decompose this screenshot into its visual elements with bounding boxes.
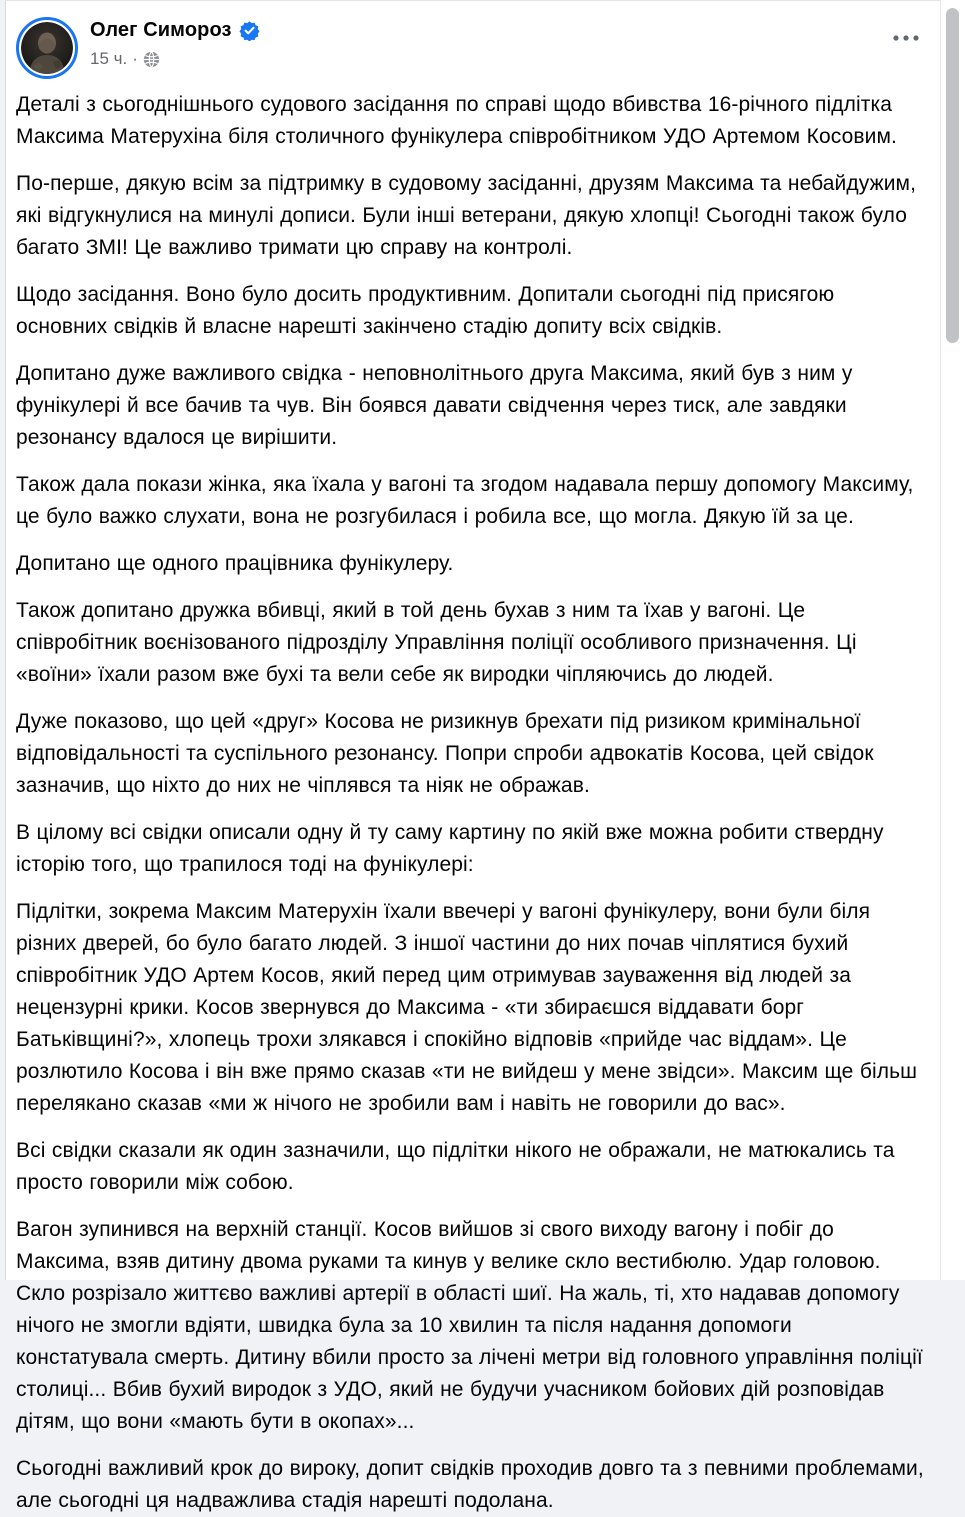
post-paragraph: Всі свідки сказали як один зазначили, що підлітки нікого не ображали, не матюкались та просто говорили між собою. xyxy=(16,1139,895,1194)
globe-public-icon xyxy=(143,51,160,68)
scrollbar-thumb[interactable] xyxy=(946,8,959,343)
post-paragraph: Вагон зупинився на верхній станції. Косов вийшов зі свого виходу вагону і побіг до Максима, взяв дитину двома руками та кинув у велике скло вестибюлю. Удар головою. Скло розрізало життєво важливі артерії в області шиї. На жаль, ті, хто надавав допомогу нічого не змогли вдіяти, швидка була за 10 хвилин та після надання допомоги констатувала смерть. Дитину вбили просто за лічені метри від головного управління поліції столиці... Вбив бухий виродок з УДО, який не будучи учасником бойових дій розповідав дітям, що вони «мають бути в окопах»... xyxy=(16,1218,923,1433)
avatar-photo xyxy=(21,22,73,74)
post-paragraph: Щодо засідання. Воно було досить продуктивним. Допитали сьогодні під присягою основних свідків й власне нарешті закінчено стадію допиту всіх свідків. xyxy=(16,283,835,338)
post-header xyxy=(6,1,940,85)
post-paragraph: В цілому всі свідки описали одну й ту саму картину по якій вже можна робити ствердну історію того, що трапилося тоді на фунікулері: xyxy=(16,821,884,876)
post-paragraph: Також дала покази жінка, яка їхала у вагоні та згодом надавала першу допомогу Максиму, це було важко слухати, вона не розгубилася і робила все, що могла. Дякую їй за це. xyxy=(16,473,914,528)
author-name[interactable]: Олег Симороз xyxy=(90,19,232,41)
post-paragraph: Дуже показово, що цей «друг» Косова не ризикнув брехати під ризиком кримінальної відповідальності та суспільного резонансу. Попри спроби адвокатів Косова, цей свідок зазначив, що ніхто до них не чіплявся та ніяк не ображав. xyxy=(16,710,874,797)
timestamp[interactable]: 15 ч. xyxy=(90,49,128,68)
post-paragraph: По-перше, дякую всім за підтримку в судовому засіданні, друзям Максима та небайдужим, які відгукнулися на минулі дописи. Були інші ветерани, дякую хлопці! Сьогодні також було багато ЗМІ! Це важливо тримати цю справу на контролі. xyxy=(16,172,917,259)
verified-badge-icon xyxy=(239,20,260,41)
post-paragraph: Допитано ще одного працівника фунікулеру. xyxy=(16,552,454,575)
more-options-button[interactable] xyxy=(888,29,924,47)
post-card xyxy=(5,0,940,1512)
post-paragraph: Підлітки, зокрема Максим Матерухін їхали ввечері у вагоні фунікулеру, вони були біля різних дверей, бо було багато людей. З іншої частини до них почав чіплятися бухий співробітник УДО Артем Косов, який перед цим отримував зауваження від людей за нецензурні крики. Косов звернувся до Максима - «ти збираєшся віддавати борг Батьківщині?», хлопець трохи злякався і спокійно відповів «прийде час віддам». Це розлютило Косова і він вже прямо сказав «ти не вийдеш у мене звідси». Максим ще більш перелякано сказав «ми ж нічого не зробили вам і навіть не говорили до вас». xyxy=(16,900,918,1115)
meta-row xyxy=(90,49,928,69)
author-row xyxy=(90,19,928,42)
avatar[interactable] xyxy=(16,17,78,79)
post-paragraph: Допитано дуже важливого свідка - неповнолітнього друга Максима, який був з ним у фунікулері й все бачив та чув. Він боявся давати свідчення через тиск, але завдяки резонансу вдалося це вирішити. xyxy=(16,362,853,449)
post-paragraph: Деталі з сьогоднішнього судового засідання по справі щодо вбивства 16-річного підлітка Максима Матерухіна біля столичного фунікулера співробітником УДО Артемом Косовим. xyxy=(16,93,897,148)
ellipsis-horizontal-icon xyxy=(892,33,920,43)
post-paragraph: Сьогодні важливий крок до вироку, допит свідків проходив довго та з певними проблемами, але сьогодні ця надважлива стадія нарешті подолана. xyxy=(16,1457,924,1512)
scrollbar[interactable] xyxy=(940,0,965,1280)
post-paragraph: Також допитано дружка вбивці, який в той день бухав з ним та їхав у вагоні. Це співробітник воєнізованого підрозділу Управління поліції особливого призначення. Ці «воїни» їхали разом вже бухі та вели себе як виродки чіпляючись до людей. xyxy=(16,599,857,686)
header-text xyxy=(90,17,928,69)
meta-separator: · xyxy=(132,49,138,68)
post-body xyxy=(6,85,940,1517)
